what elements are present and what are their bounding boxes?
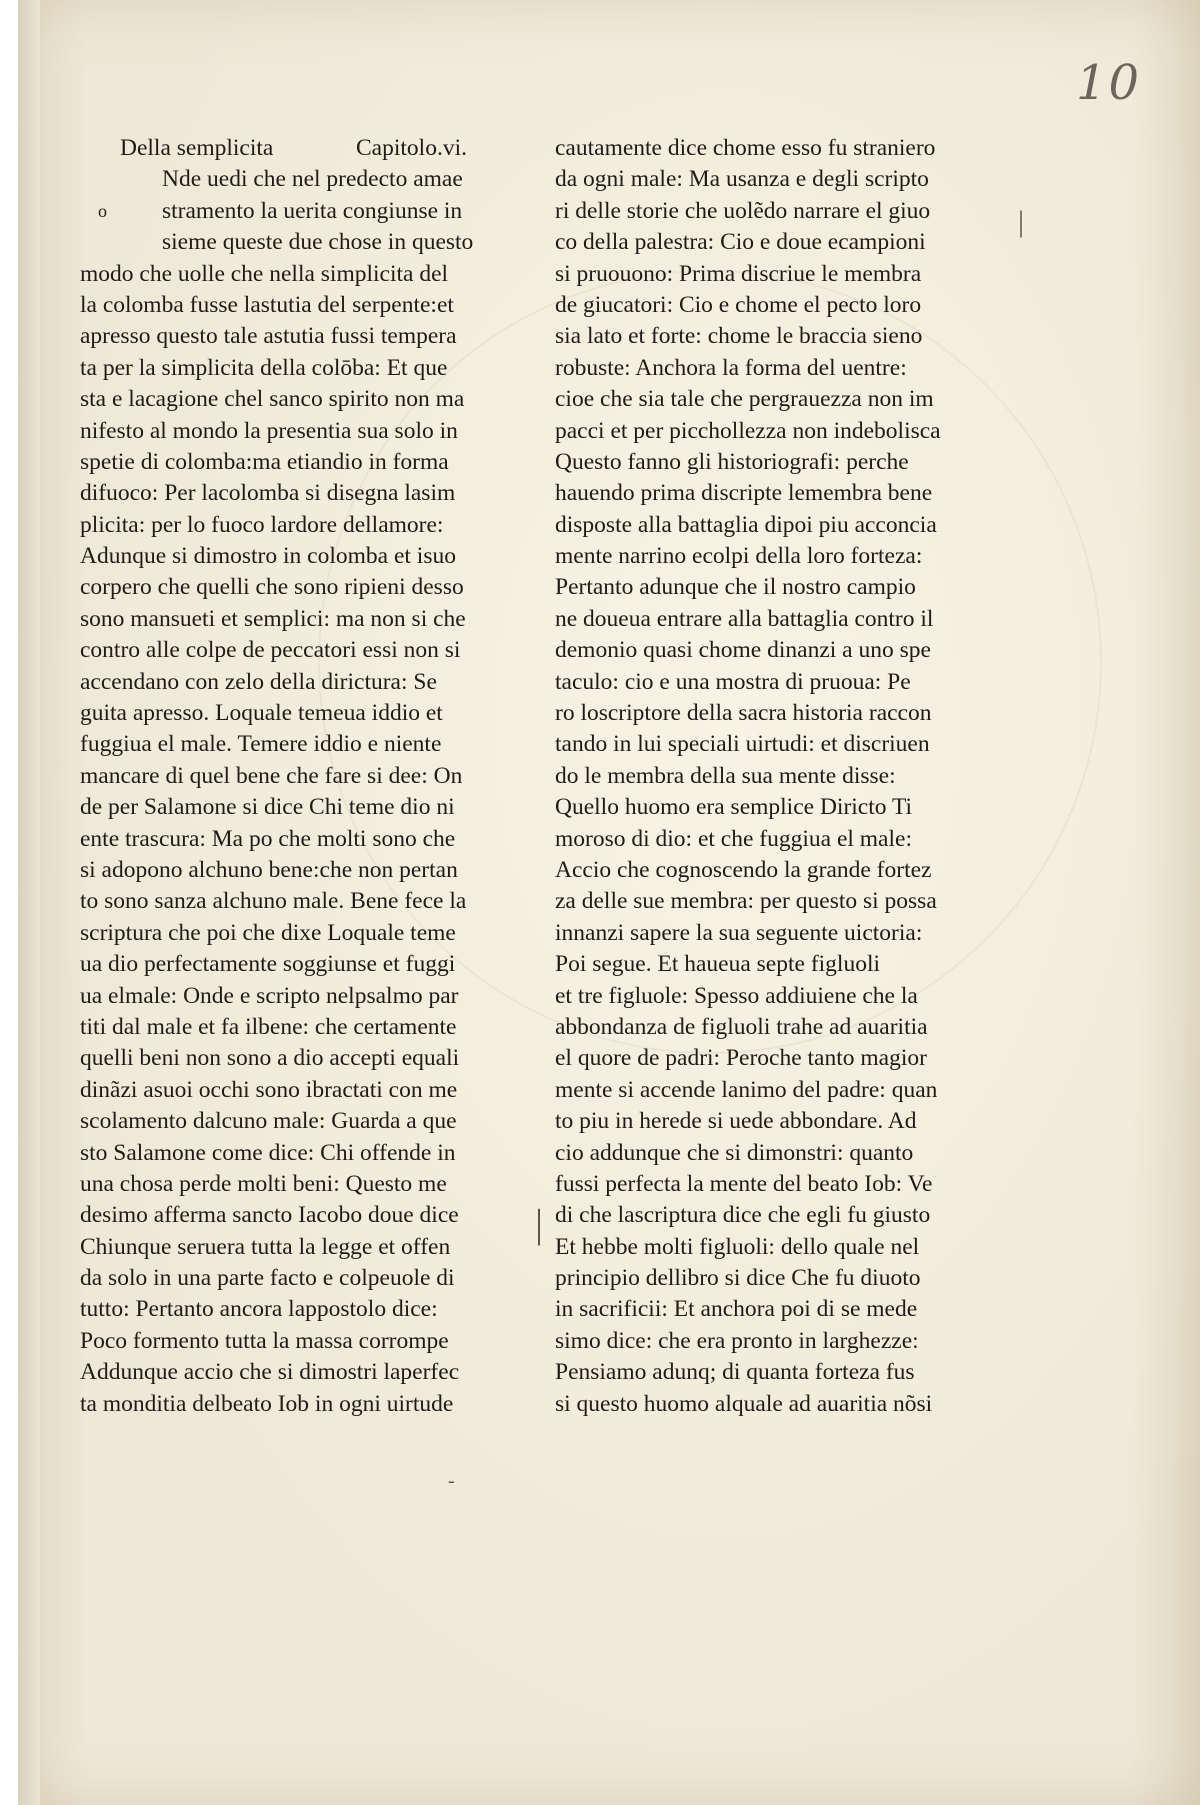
text-line: co della palestra: Cio e doue ecampioni bbox=[555, 229, 926, 256]
text-line: mente si accende lanimo del padre: quan bbox=[555, 1076, 938, 1103]
text-line: Chiunque seruera tutta la legge et offen bbox=[80, 1233, 451, 1260]
text-line: Questo fanno gli historiografi: perche bbox=[555, 448, 909, 475]
text-line: sta e lacagione chel sanco spirito non ma bbox=[80, 386, 465, 413]
text-line: sia lato et forte: chome le braccia sieno bbox=[555, 323, 923, 350]
text-line: ua elmale: Onde e scripto nelpsalmo par bbox=[80, 982, 459, 1009]
text-line bbox=[80, 196, 473, 227]
text-line: Poi segue. Et haueua septe figluoli bbox=[555, 951, 881, 978]
text-line: cio addunque che si dimonstri: quanto bbox=[555, 1139, 914, 1166]
text-line: una chosa perde molti beni: Questo me bbox=[80, 1170, 447, 1197]
text-line: ta per la simplicita della colōba: Et que bbox=[80, 354, 448, 381]
text-line: moroso di dio: et che fuggiua el male: bbox=[555, 825, 912, 852]
text-line: do le membra della sua mente disse: bbox=[555, 762, 896, 789]
margin-mark: | bbox=[535, 1201, 544, 1246]
text-line: ente trascura: Ma po che molti sono che bbox=[80, 825, 456, 852]
text-line: ro loscriptore della sacra historia raccon bbox=[555, 700, 932, 727]
text-line: Accio che cognoscendo la grande fortez bbox=[555, 856, 932, 883]
text-line: tando in lui speciali uirtudi: et discriuen bbox=[555, 731, 930, 758]
text-line: Nde uedi che nel predecto amae bbox=[162, 166, 463, 193]
margin-mark: - bbox=[448, 1470, 455, 1492]
text-line: in sacrificii: Et anchora poi di se mede bbox=[555, 1296, 918, 1323]
text-line: scriptura che poi che dixe Loquale teme bbox=[80, 919, 456, 946]
chapter-number: Capitolo.vi. bbox=[356, 135, 467, 161]
text-line: accendano con zelo della dirictura: Se bbox=[80, 668, 437, 695]
text-line: si adopono alchuno bene:che non pertan bbox=[80, 856, 458, 883]
text-line: to sono sanza alchuno male. Bene fece la bbox=[80, 888, 467, 915]
text-line: cioe che sia tale che pergrauezza non im bbox=[555, 386, 934, 413]
text-line: cautamente dice chome esso fu straniero bbox=[555, 135, 936, 161]
text-line: si pruouono: Prima discriue le membra bbox=[555, 260, 922, 287]
text-line: pacci et per picchollezza non indebolisca bbox=[555, 417, 941, 444]
text-line: mente narrino ecolpi della loro forteza: bbox=[555, 543, 923, 570]
text-line: da solo in una parte facto e colpeuole di bbox=[80, 1265, 455, 1292]
text-line: Pensiamo adunq; di quanta forteza fus bbox=[555, 1359, 915, 1386]
text-line: demonio quasi chome dinanzi a uno spe bbox=[555, 637, 931, 664]
text-line: guita apresso. Loquale temeua iddio et bbox=[80, 700, 443, 727]
text-line: to piu in herede si uede abbondare. Ad bbox=[555, 1108, 917, 1135]
text-line: Et hebbe molti figluoli: dello quale nel bbox=[555, 1233, 920, 1260]
text-line: ta monditia delbeato Iob in ogni uirtude bbox=[80, 1390, 454, 1417]
text-line: nifesto al mondo la presentia sua solo in bbox=[80, 417, 458, 444]
text-line: quelli beni non sono a dio accepti equali bbox=[80, 1045, 460, 1072]
folio-number: 10 bbox=[1076, 55, 1142, 111]
text-line: Quello huomo era semplice Diricto Ti bbox=[555, 794, 913, 821]
text-line: de giucatori: Cio e chome el pecto loro bbox=[555, 291, 922, 318]
margin-mark: | bbox=[1018, 205, 1025, 238]
text-line: sieme queste due chose in questo bbox=[162, 229, 474, 256]
text-line: di che lascriptura dice che egli fu giusto bbox=[555, 1202, 931, 1229]
text-line: Poco formento tutta la massa corrompe bbox=[80, 1327, 449, 1354]
text-line: plicita: per lo fuoco lardore dellamore: bbox=[80, 511, 444, 538]
text-line: si questo huomo alquale ad auaritia nõsi bbox=[555, 1390, 933, 1417]
text-line: corpero che quelli che sono ripieni desso bbox=[80, 574, 464, 601]
text-line: Pertanto adunque che il nostro campio bbox=[555, 574, 916, 601]
text-line: fuggiua el male. Temere iddio e niente bbox=[80, 731, 442, 758]
text-line: modo che uolle che nella simplicita del bbox=[80, 260, 449, 287]
text-line: la colomba fusse lastutia del serpente:et bbox=[80, 291, 454, 318]
text-line: za delle sue membra: per questo si possa bbox=[555, 888, 937, 915]
text-line: de per Salamone si dice Chi teme dio ni bbox=[80, 794, 455, 821]
text-line: titi dal male et fa ilbene: che certamente bbox=[80, 1013, 457, 1040]
text-line-content: stramento la uerita congiunse in bbox=[162, 197, 463, 224]
guide-letter: o bbox=[98, 200, 107, 221]
chapter-title: Della semplicita bbox=[120, 135, 274, 161]
right-text-column bbox=[555, 133, 941, 1420]
text-line: sono mansueti et semplici: ma non si che bbox=[80, 605, 466, 632]
text-line: sto Salamone come dice: Chi offende in bbox=[80, 1139, 456, 1166]
text-line: fussi perfecta la mente del beato Iob: Ve bbox=[555, 1170, 933, 1197]
text-line: el quore de padri: Peroche tanto magior bbox=[555, 1045, 927, 1072]
text-line: scolamento dalcuno male: Guarda a que bbox=[80, 1108, 457, 1135]
text-line: robuste: Anchora la forma del uentre: bbox=[555, 354, 907, 381]
text-line: disposte alla battaglia dipoi piu acconcia bbox=[555, 511, 937, 538]
left-text-column bbox=[80, 133, 473, 1420]
text-line: dinãzi asuoi occhi sono ibractati con me bbox=[80, 1076, 458, 1103]
text-line: simo dice: che era pronto in larghezze: bbox=[555, 1327, 919, 1354]
text-line: et tre figluole: Spesso addiuiene che la bbox=[555, 982, 918, 1009]
text-line: Addunque accio che si dimostri laperfec bbox=[80, 1359, 460, 1386]
text-line: spetie di colomba:ma etiandio in forma bbox=[80, 448, 449, 475]
text-line: mancare di quel bene che fare si dee: On bbox=[80, 762, 463, 789]
text-line: desimo afferma sancto Iacobo doue dice bbox=[80, 1202, 459, 1229]
text-line: innanzi sapere la sua seguente uictoria: bbox=[555, 919, 923, 946]
text-line: abbondanza de figluoli trahe ad auaritia bbox=[555, 1013, 928, 1040]
text-line: principio dellibro si dice Che fu diuoto bbox=[555, 1265, 921, 1292]
text-line: da ogni male: Ma usanza e degli scripto bbox=[555, 166, 929, 193]
chapter-heading bbox=[80, 133, 473, 164]
text-line: contro alle colpe de peccatori essi non si bbox=[80, 637, 461, 664]
text-line: ri delle storie che uolẽdo narrare el giuo bbox=[555, 197, 931, 224]
page-binding-edge bbox=[18, 0, 40, 1805]
text-line: ua dio perfectamente soggiunse et fuggi bbox=[80, 951, 456, 978]
text-line: ne doueua entrare alla battaglia contro il bbox=[555, 605, 934, 632]
text-line: apresso questo tale astutia fussi tempera bbox=[80, 323, 457, 350]
text-line: Adunque si dimostro in colomba et isuo bbox=[80, 543, 456, 570]
text-line: hauendo prima discripte lemembra bene bbox=[555, 480, 933, 507]
text-line: taculo: cio e una mostra di pruoua: Pe bbox=[555, 668, 911, 695]
text-line: difuoco: Per lacolomba si disegna lasim bbox=[80, 480, 456, 507]
text-line: tutto: Pertanto ancora lappostolo dice: bbox=[80, 1296, 438, 1323]
